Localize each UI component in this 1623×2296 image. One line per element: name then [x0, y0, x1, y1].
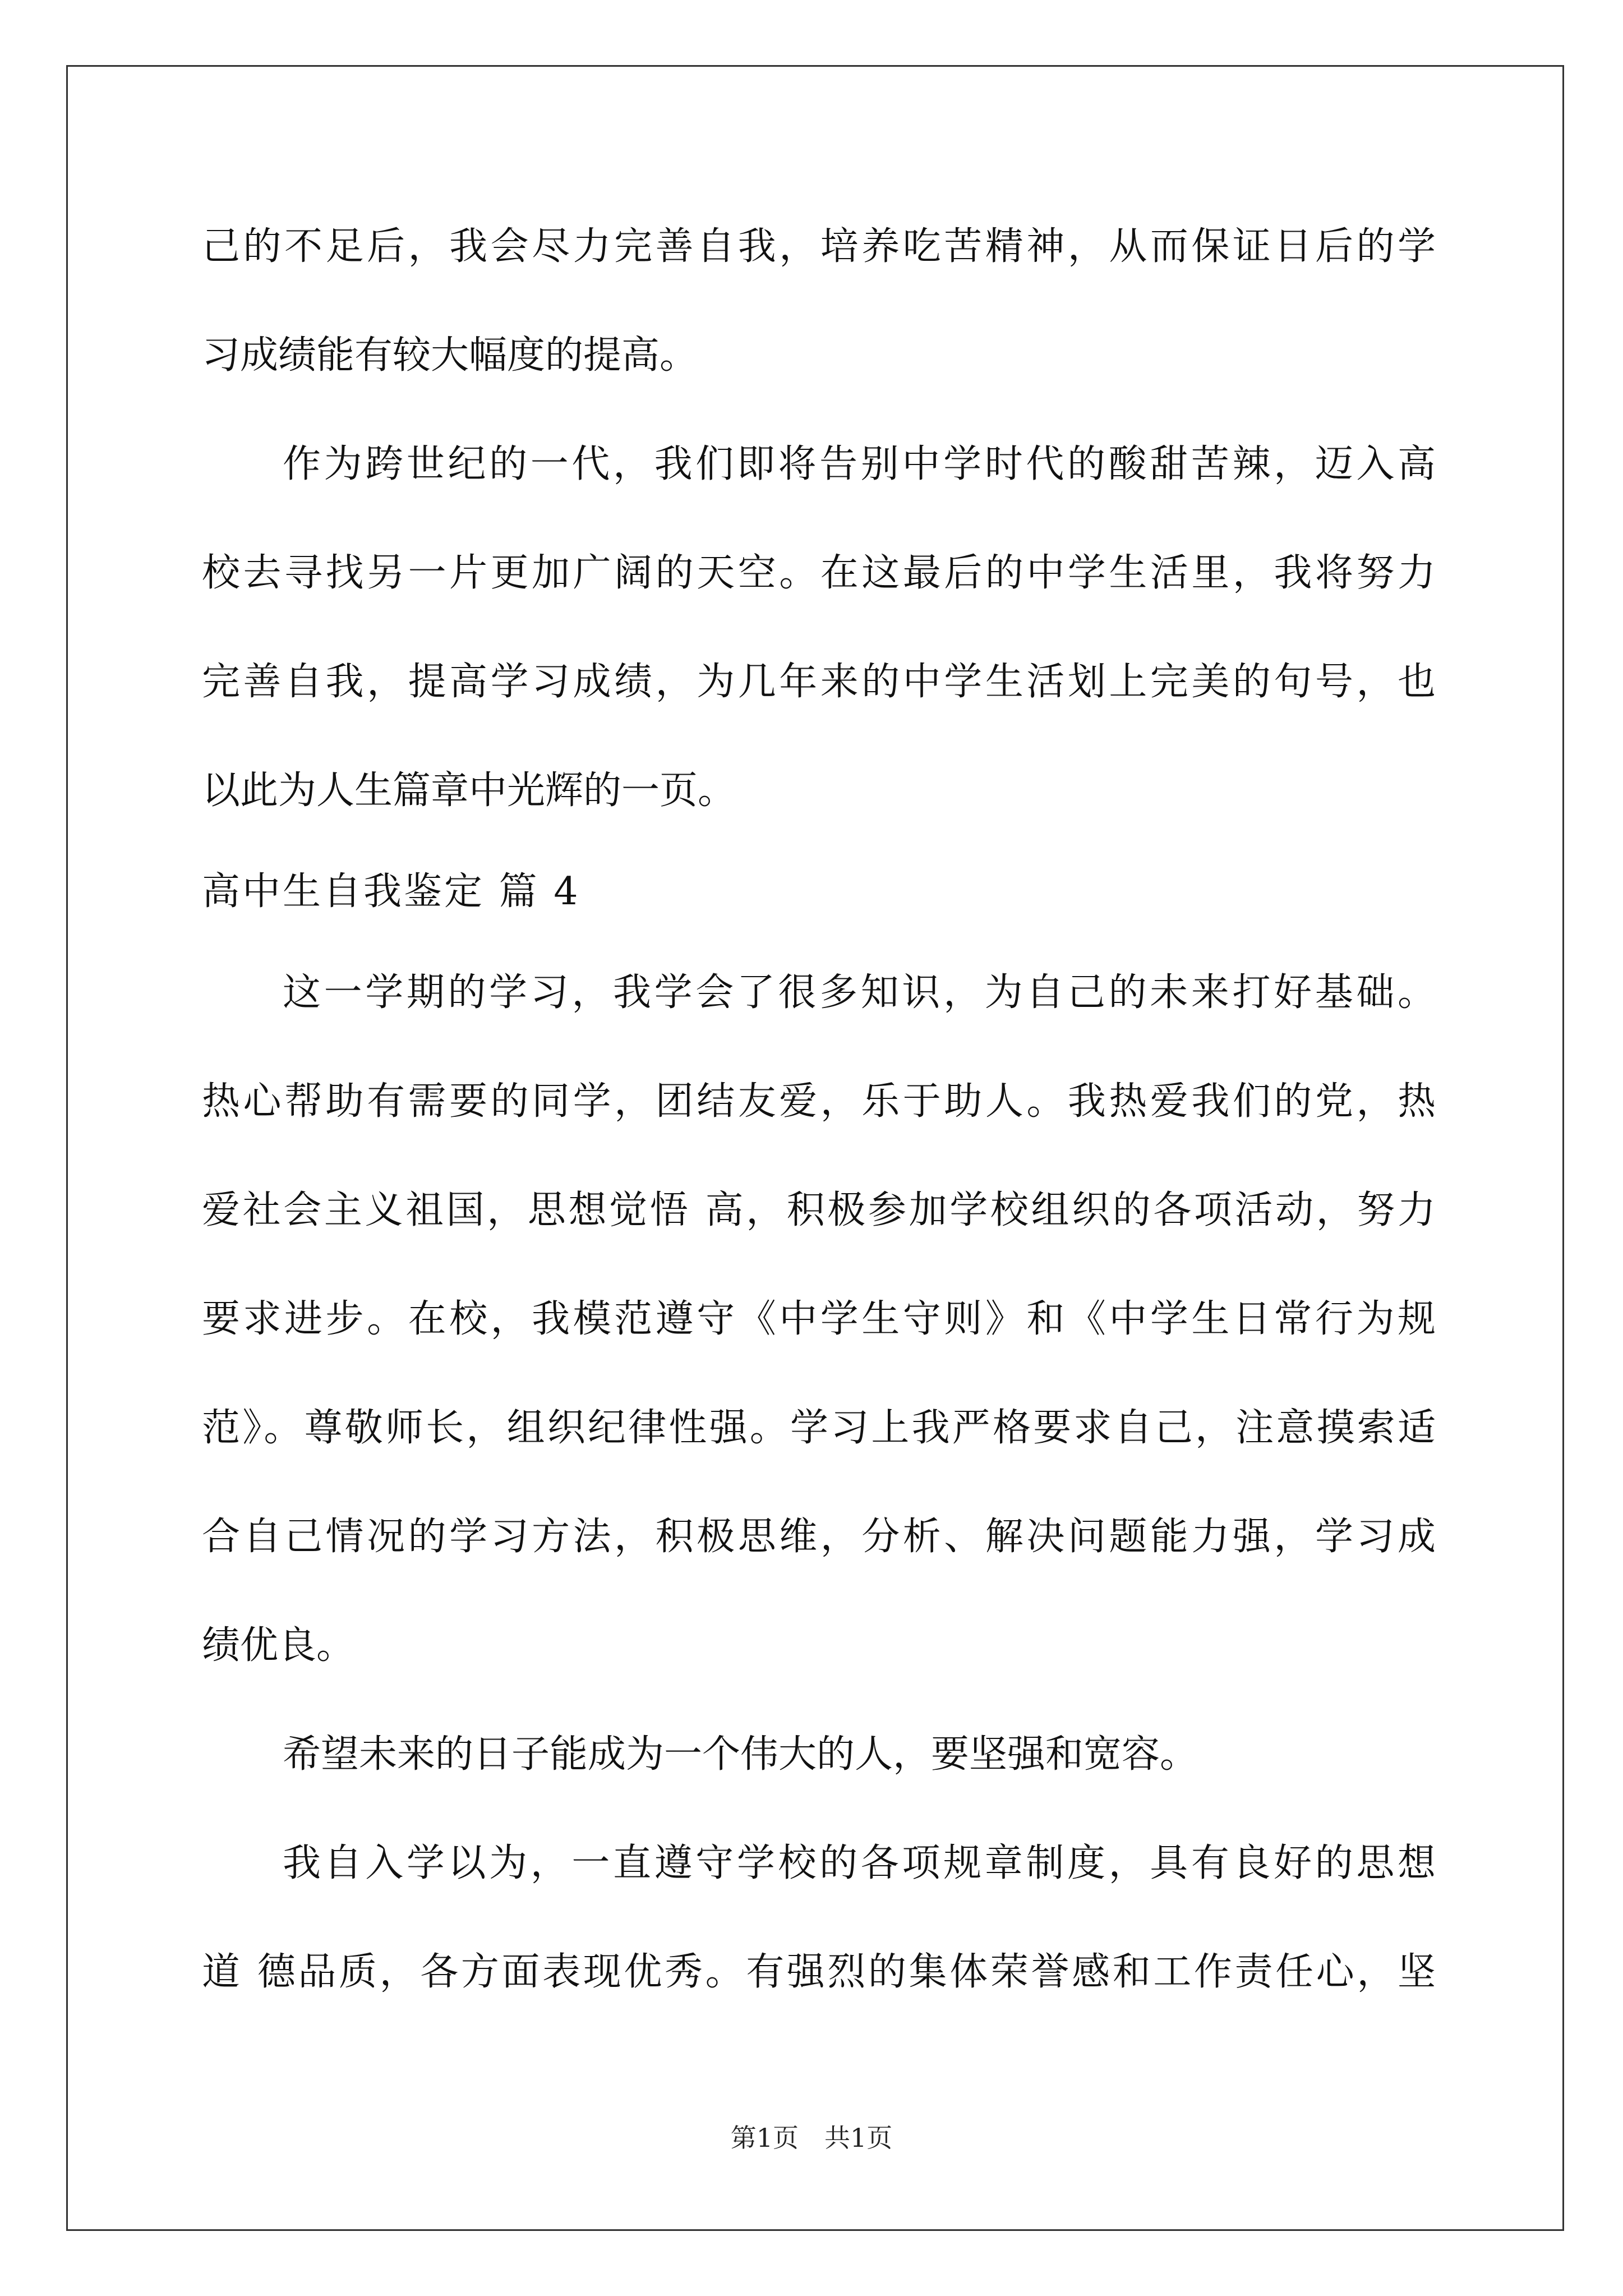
- text-line: 校去寻找另一片更加广阔的天空。在这最后的中学生活里，我将努力: [202, 551, 1436, 595]
- text-line: 要求进步。在校，我模范遵守《中学生守则》和《中学生日常行为规: [202, 1297, 1436, 1341]
- text-line: 绩优良。: [202, 1623, 355, 1668]
- text-line: 道 德品质，各方面表现优秀。有强烈的集体荣誉感和工作责任心，坚: [202, 1950, 1436, 1994]
- text-line: 这一学期的学习，我学会了很多知识，为自己的未来打好基础。: [283, 970, 1436, 1015]
- text-line: 我自入学以为，一直遵守学校的各项规章制度，具有良好的思想: [283, 1841, 1436, 1885]
- section-heading: 高中生自我鉴定 篇 4: [202, 869, 580, 914]
- text-line: 热心帮助有需要的同学，团结友爱，乐于助人。我热爱我们的党，热: [202, 1079, 1436, 1124]
- text-line: 范》。尊敬师长，组织纪律性强。学习上我严格要求自己，注意摸索适: [202, 1406, 1436, 1450]
- text-line: 习成绩能有较大幅度的提高。: [202, 333, 698, 378]
- text-line: 希望未来的日子能成为一个伟大的人，要坚强和宽容。: [283, 1732, 1198, 1777]
- text-line: 合自己情况的学习方法，积极思维，分析、解决问题能力强，学习成: [202, 1515, 1436, 1559]
- text-line: 爱社会主义祖国，思想觉悟 高，积极参加学校组织的各项活动，努力: [202, 1188, 1436, 1232]
- page-footer: 第1页 共1页: [730, 2123, 893, 2153]
- text-line: 作为跨世纪的一代，我们即将告别中学时代的酸甜苦辣，迈入高: [283, 442, 1436, 486]
- text-line: 己的不足后，我会尽力完善自我，培养吃苦精神，从而保证日后的学: [202, 224, 1436, 269]
- text-line: 完善自我，提高学习成绩，为几年来的中学生活划上完美的句号，也: [202, 660, 1436, 704]
- text-line: 以此为人生篇章中光辉的一页。: [202, 769, 736, 813]
- page-border: [66, 65, 1564, 2231]
